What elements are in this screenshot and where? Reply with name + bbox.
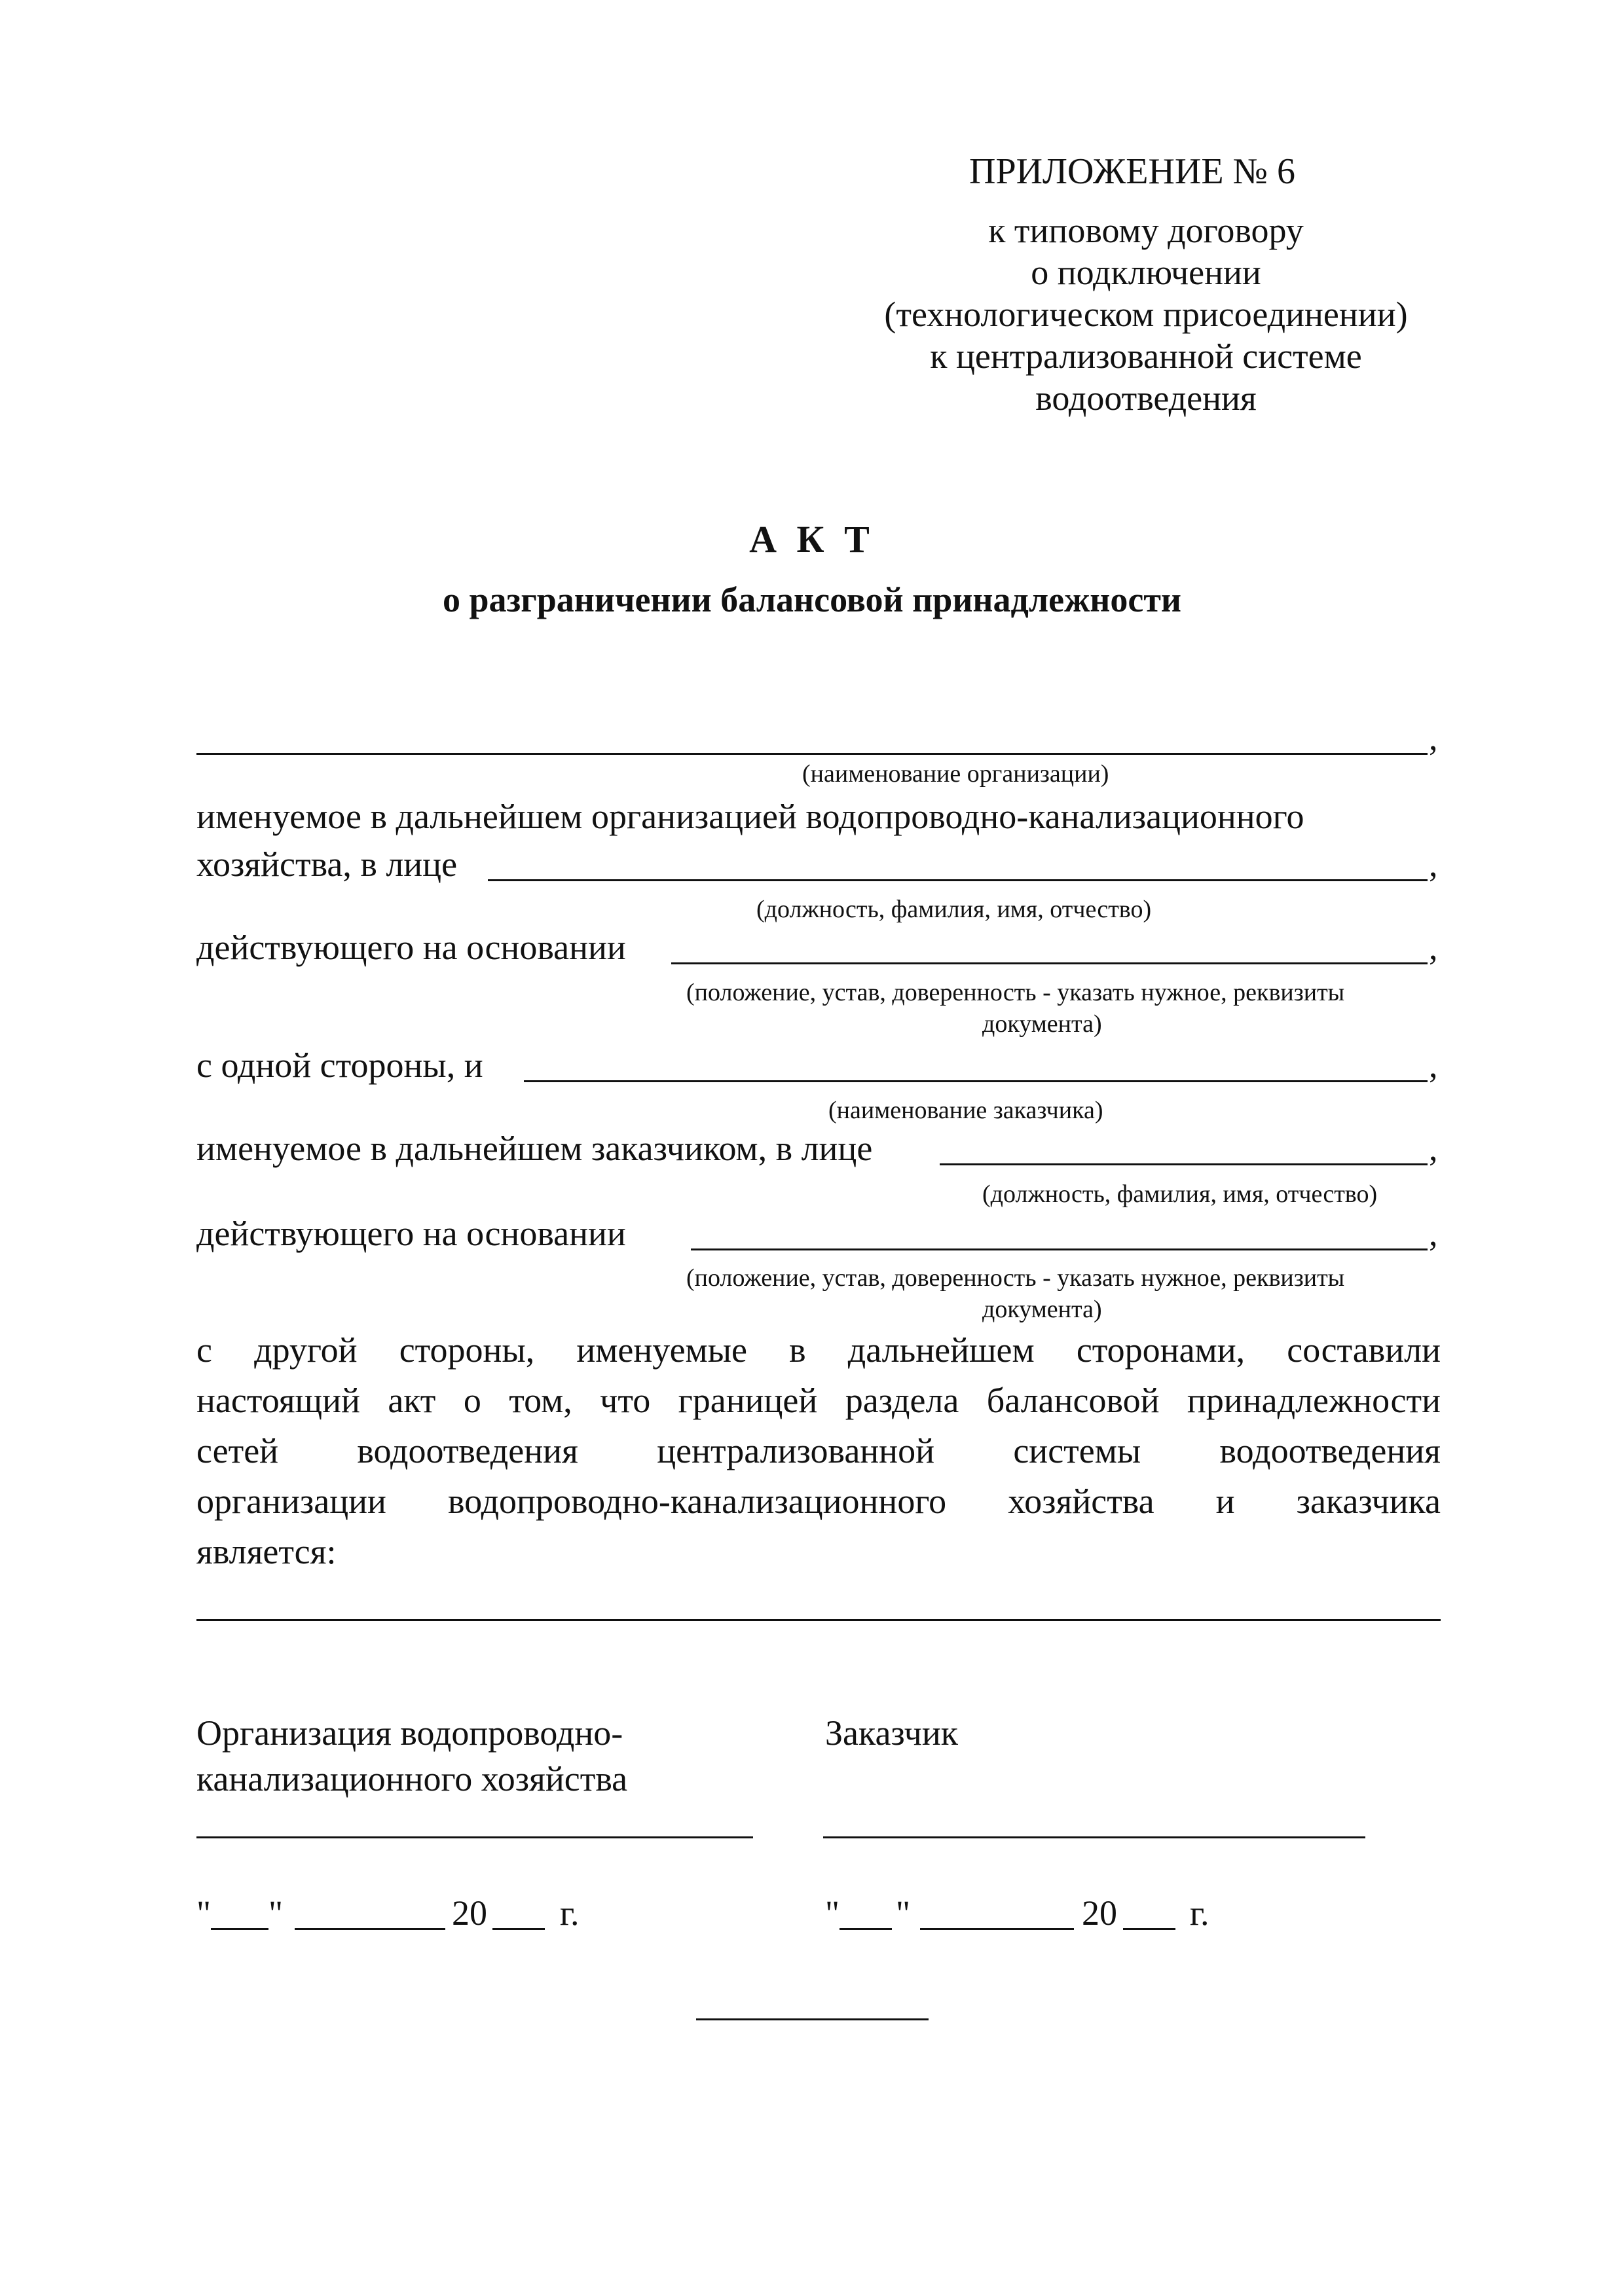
left-signatory-title-cont: канализационного хозяйства — [196, 1759, 628, 1798]
appendix-line: к типовому договору — [988, 211, 1304, 250]
body-line: является: — [196, 1532, 337, 1571]
act-title: А К Т — [749, 518, 875, 560]
boundary-description-line[interactable] — [196, 1619, 1441, 1621]
comma: , — [1429, 1046, 1438, 1085]
customer-representative-label: именуемое в дальнейшем заказчиком, в лице — [196, 1129, 873, 1168]
appendix-line: водоотведения — [1035, 378, 1257, 418]
body-line: настоящий акт о том, что границей раздела балансовой принадлежности — [196, 1381, 1441, 1420]
appendix-subtitle — [851, 210, 1441, 419]
left-date-month-line[interactable] — [295, 1928, 445, 1930]
customer-basis-label: действующего на основании — [196, 1214, 626, 1253]
appendix-line: (технологическом присоединении) — [884, 295, 1408, 334]
right-date-month-line[interactable] — [920, 1928, 1074, 1930]
customer-representative-line[interactable] — [940, 1163, 1428, 1165]
right-signature-line[interactable] — [823, 1836, 1365, 1838]
org-basis-caption-cont: документа) — [982, 1010, 1102, 1038]
customer-basis-caption: (положение, устав, доверенность - указать нужное, реквизиты — [686, 1264, 1345, 1292]
right-signatory-title: Заказчик — [825, 1713, 958, 1753]
right-date-year-prefix: 20 — [1082, 1893, 1117, 1933]
comma: , — [1429, 1129, 1438, 1168]
comma: , — [1429, 928, 1438, 967]
appendix-title: ПРИЛОЖЕНИЕ № 6 — [969, 151, 1295, 192]
org-representative-label: хозяйства, в лице — [196, 845, 458, 884]
left-date-year-suffix: г. — [560, 1893, 580, 1933]
right-date-day-line[interactable] — [840, 1928, 892, 1930]
org-designation-text: именуемое в дальнейшем организацией водопроводно-канализационного — [196, 797, 1304, 836]
customer-basis-line[interactable] — [691, 1248, 1428, 1250]
comma: , — [1429, 845, 1438, 884]
left-date-open-quote: " — [196, 1893, 212, 1933]
left-date-year-prefix: 20 — [452, 1893, 487, 1933]
org-basis-caption: (положение, устав, доверенность - указать нужное, реквизиты — [686, 979, 1345, 1006]
customer-name-caption: (наименование заказчика) — [828, 1097, 1103, 1124]
right-date-year-suffix: г. — [1190, 1893, 1209, 1933]
right-date-close-quote: " — [896, 1893, 911, 1933]
body-line: сетей водоотведения централизованной системы водоотведения — [196, 1431, 1441, 1470]
org-fio-caption: (должность, фамилия, имя, отчество) — [756, 896, 1152, 923]
org-name-line[interactable] — [196, 753, 1428, 755]
right-date-year-line[interactable] — [1123, 1928, 1175, 1930]
org-basis-label: действующего на основании — [196, 928, 626, 967]
comma: , — [1429, 718, 1438, 757]
customer-basis-caption-cont: документа) — [982, 1296, 1102, 1323]
org-basis-line[interactable] — [671, 962, 1428, 964]
left-date-year-line[interactable] — [492, 1928, 545, 1930]
right-date-open-quote: " — [825, 1893, 840, 1933]
appendix-line: к централизованной системе — [930, 337, 1362, 376]
customer-fio-caption: (должность, фамилия, имя, отчество) — [982, 1180, 1378, 1208]
customer-label: с одной стороны, и — [196, 1046, 483, 1085]
left-date-close-quote: " — [268, 1893, 284, 1933]
end-divider — [696, 2018, 929, 2020]
org-representative-line[interactable] — [488, 879, 1428, 881]
left-signatory-title: Организация водопроводно- — [196, 1713, 623, 1753]
left-date-day-line[interactable] — [211, 1928, 268, 1930]
customer-name-line[interactable] — [524, 1080, 1428, 1082]
comma: , — [1429, 1214, 1438, 1253]
act-subtitle: о разграничении балансовой принадлежности — [442, 580, 1181, 619]
org-name-caption: (наименование организации) — [802, 760, 1109, 788]
left-signature-line[interactable] — [196, 1836, 753, 1838]
body-line: организации водопроводно-канализационного хозяйства и заказчика — [196, 1482, 1441, 1521]
body-line: с другой стороны, именуемые в дальнейшем сторонами, составили — [196, 1330, 1441, 1370]
appendix-line: о подключении — [1031, 253, 1261, 292]
